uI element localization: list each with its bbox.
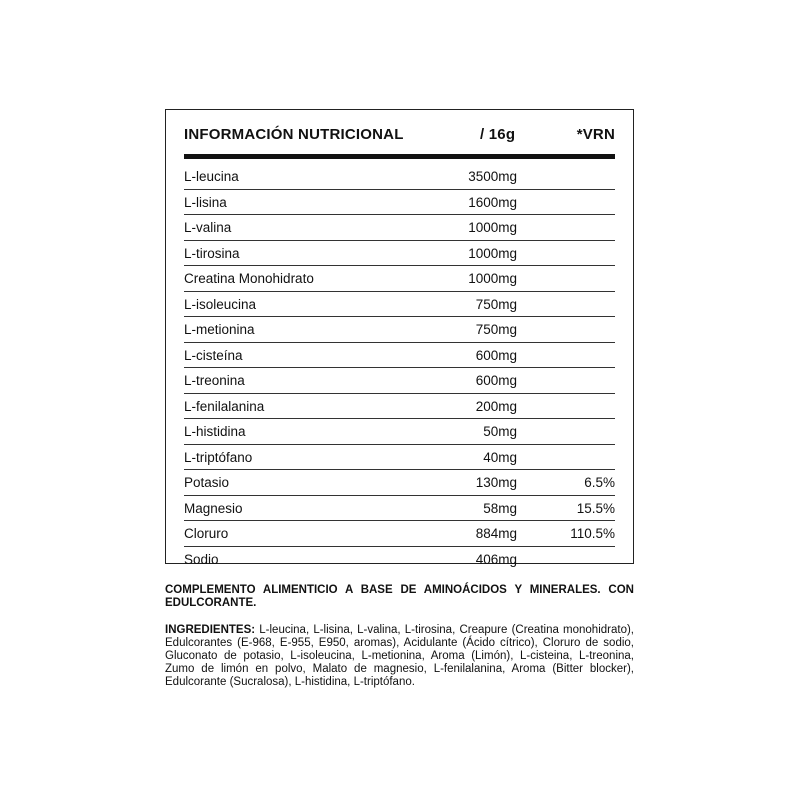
nutrient-name: L-isoleucina <box>184 296 257 312</box>
nutrient-amount: 1600mg <box>468 194 517 210</box>
nutrient-name: L-fenilalanina <box>184 398 265 414</box>
nutrient-amount: 130mg <box>475 475 517 490</box>
nutrient-name: L-leucina <box>184 169 239 184</box>
table-row <box>184 343 615 369</box>
nutrient-amount: 40mg <box>483 449 517 465</box>
nutrient-name: L-metionina <box>184 322 255 337</box>
table-row <box>184 521 615 547</box>
nutrient-name: L-tirosina <box>184 245 240 261</box>
nutrient-amount: 1000mg <box>468 220 517 235</box>
table-header <box>184 110 615 154</box>
nutrient-amount: 884mg <box>475 526 517 541</box>
nutrient-amount: 750mg <box>475 322 517 337</box>
nutrient-amount: 750mg <box>475 296 517 312</box>
table-row <box>184 394 615 420</box>
table-row <box>184 266 615 292</box>
header-divider <box>184 154 615 159</box>
nutrient-name: Creatina Monohidrato <box>184 271 314 286</box>
table-row <box>184 241 615 267</box>
nutrient-amount: 600mg <box>475 373 517 388</box>
nutrient-vrn: 15.5% <box>576 500 615 516</box>
nutrient-name: Potasio <box>184 475 230 490</box>
table-row <box>184 419 615 445</box>
nutrient-name: L-triptófano <box>184 449 253 465</box>
nutrient-vrn: 110.5% <box>570 526 615 541</box>
nutrient-amount: 200mg <box>475 398 517 414</box>
nutrient-name: Magnesio <box>184 500 243 516</box>
table-row <box>184 547 615 572</box>
table-title: INFORMACIÓN NUTRICIONAL <box>184 126 404 143</box>
nutrient-amount: 1000mg <box>468 245 517 261</box>
nutrient-name: Sodio <box>184 551 219 567</box>
nutrient-amount: 58mg <box>483 500 517 516</box>
nutrient-amount: 600mg <box>475 347 517 363</box>
nutrient-amount: 50mg <box>483 424 517 439</box>
table-row <box>184 215 615 241</box>
table-row <box>184 317 615 343</box>
nutrient-name: L-cisteína <box>184 347 243 363</box>
nutrient-vrn: 6.5% <box>584 475 615 490</box>
ingredients-text: L-leucina, L-lisina, L-valina, L-tirosina, Creapure (Creatina monohidrato), Edulcorantes (E-968, E-955, E950, aromas), Acidulante (Ácido cítrico), Cloruro de sodio, Gluconato de potasio, L-isoleucina, L-metionina, Aroma (Limón), L-cisteina, L-treonina, Zumo de limón en polvo, Malato de magnesio, L-fenilalanina, Aroma (Bitter blocker), Edulcorante (Sucralosa), L-histidina, L-triptófano. <box>165 624 634 688</box>
product-description: COMPLEMENTO ALIMENTICIO A BASE DE AMINOÁCIDOS Y MINERALES. CON EDULCORANTE. <box>165 584 634 609</box>
table-row <box>184 445 615 471</box>
ingredients-label: INGREDIENTES: <box>165 624 256 636</box>
ingredients-block <box>165 624 634 689</box>
table-row <box>184 292 615 318</box>
nutrient-amount: 3500mg <box>468 169 517 184</box>
table-row <box>184 190 615 216</box>
table-row <box>184 470 615 496</box>
nutrient-name: L-histidina <box>184 424 246 439</box>
nutrition-table <box>165 109 634 567</box>
nutrient-name: L-treonina <box>184 373 245 388</box>
table-row <box>184 368 615 394</box>
nutrient-name: L-lisina <box>184 194 227 210</box>
nutrient-name: Cloruro <box>184 526 229 541</box>
serving-size-header: / 16g <box>480 126 516 143</box>
vrn-header: *VRN <box>576 126 615 143</box>
nutrient-amount: 406mg <box>475 551 517 567</box>
nutrient-name: L-valina <box>184 220 232 235</box>
nutrient-amount: 1000mg <box>468 271 517 286</box>
table-row <box>184 164 615 190</box>
table-row <box>184 496 615 522</box>
table-rows <box>184 164 615 571</box>
